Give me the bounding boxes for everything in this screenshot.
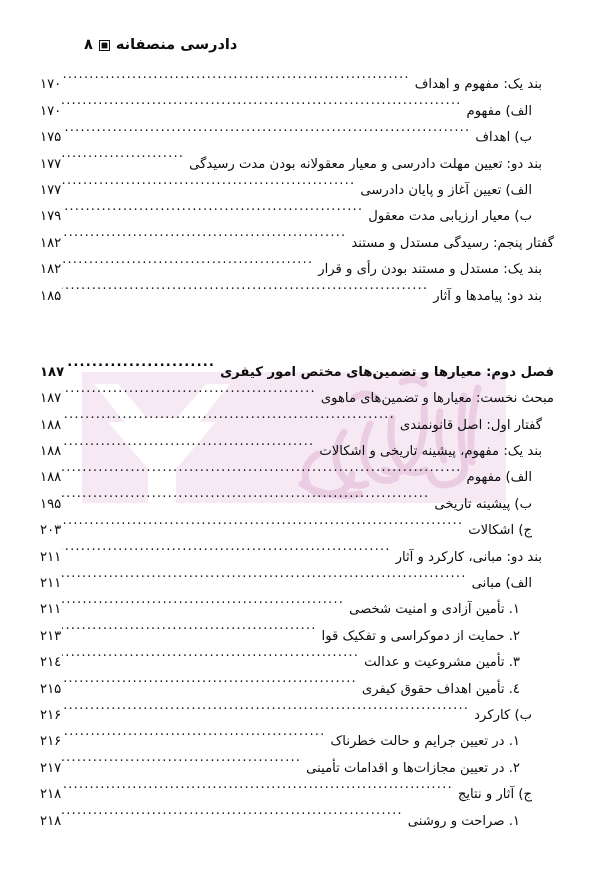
toc-list xyxy=(40,62,554,829)
toc-entry-leader-dots xyxy=(62,194,363,220)
page-header-inner xyxy=(84,37,237,53)
toc-entry-leader-dots xyxy=(62,587,344,613)
toc-entry-page-number: ۱۸۸ xyxy=(40,444,62,460)
toc-entry-leader-dots xyxy=(62,247,313,273)
toc-entry-page-number: ۲۱۸ xyxy=(40,787,62,803)
toc-entry[interactable] xyxy=(40,115,532,146)
toc-entry-page-number: ۱۸۷ xyxy=(40,364,65,380)
toc-entry-label: الف) تعیین آغاز و پایان دادرسی xyxy=(360,182,532,198)
toc-entry-leader-dots xyxy=(62,88,461,114)
toc-entry-page-number: ۲۱۶ xyxy=(40,734,62,750)
toc-entry-leader-dots xyxy=(62,141,184,167)
toc-entry-page-number: ۲۱۶ xyxy=(40,707,62,723)
toc-entry-leader-dots xyxy=(62,402,395,428)
toc-entry-page-number: ۱۸۲ xyxy=(40,262,62,278)
toc-entry-label: ۱. در تعیین جرایم و حالت خطرناک xyxy=(330,734,520,750)
toc-entry-label: فصل دوم: معیارها و تضمین‌های مختص امور کیفری xyxy=(220,364,554,380)
toc-entry-leader-dots xyxy=(62,613,316,639)
toc-entry[interactable] xyxy=(40,429,542,460)
toc-entry-leader-dots xyxy=(62,115,470,141)
toc-entry[interactable] xyxy=(40,220,554,251)
toc-entry[interactable] xyxy=(40,561,532,592)
toc-entry-page-number: ۱۸۲ xyxy=(40,235,62,251)
toc-entry[interactable] xyxy=(40,141,542,172)
toc-entry-page-number: ۲۱۱ xyxy=(40,549,62,565)
toc-entry[interactable] xyxy=(40,402,542,433)
toc-entry-page-number: ۱۷۷ xyxy=(40,156,62,172)
toc-entry[interactable] xyxy=(40,62,542,93)
page-header xyxy=(0,34,600,56)
toc-entry[interactable] xyxy=(40,194,532,225)
toc-entry[interactable] xyxy=(40,613,520,644)
toc-entry-page-number: ۱۷۵ xyxy=(40,130,62,146)
toc-entry-leader-dots xyxy=(62,745,301,771)
toc-entry-label: بند یک: مستدل و مستند بودن رأی و قرار xyxy=(318,262,542,278)
toc-entry-page-number: ۱۷۹ xyxy=(40,209,62,225)
toc-entry-leader-dots xyxy=(62,798,403,824)
toc-entry-page-number: ۱۷۰ xyxy=(40,77,62,93)
toc-entry-leader-dots xyxy=(62,168,355,194)
toc-entry[interactable] xyxy=(40,273,542,304)
toc-entry-leader-dots xyxy=(62,273,428,299)
toc-entry-label: ب) معیار ارزیابی مدت معقول xyxy=(368,209,532,225)
toc-entry-label: الف) مفهوم xyxy=(466,103,532,119)
toc-entry-label: گفتار اول: اصل قانونمندی xyxy=(399,417,542,433)
toc-entry[interactable] xyxy=(40,798,520,829)
toc-entry-label: ۲. در تعیین مجازات‌ها و اقدامات تأمینی xyxy=(306,760,520,776)
toc-entry-label: ب) کارکرد xyxy=(474,707,532,723)
toc-entry[interactable] xyxy=(40,88,532,119)
toc-entry-page-number: ۲۱۷ xyxy=(40,760,62,776)
toc-entry[interactable] xyxy=(40,772,532,803)
toc-entry-label: ٤. تأمین اهداف حقوق کیفری xyxy=(361,681,520,697)
toc-entry-label: بند یک: مفهوم، پیشینه تاریخی و اشکالات xyxy=(319,444,542,460)
toc-entry-page-number: ۲۱۸ xyxy=(40,813,62,829)
toc-entry-leader-dots xyxy=(62,455,461,481)
toc-entry-leader-dots xyxy=(62,772,453,798)
toc-entry-leader-dots xyxy=(62,220,346,246)
toc-entry-leader-dots xyxy=(62,62,409,88)
toc-entry-label: بند دو: تعیین مهلت دادرسی و معیار معقولانه بودن مدت رسیدگی xyxy=(189,156,542,172)
toc-entry-label: الف) مبانی xyxy=(471,576,532,592)
toc-entry-page-number: ۱۷۷ xyxy=(40,182,62,198)
toc-entry-page-number: ۲۱۵ xyxy=(40,681,62,697)
toc-entry-page-number: ۲۱٤ xyxy=(40,655,62,671)
toc-entry-label: ج) آثار و نتایج xyxy=(457,787,532,803)
toc-entry-label: ۱. صراحت و روشنی xyxy=(407,813,520,829)
toc-entry-leader-dots xyxy=(62,429,314,455)
toc-entry[interactable] xyxy=(40,376,554,407)
toc-entry-leader-dots xyxy=(62,666,357,692)
toc-entry-label: ب) اهداف xyxy=(475,130,532,146)
toc-entry-page-number: ۱۸۷ xyxy=(40,391,62,407)
toc-entry-label: ب) پیشینه تاریخی xyxy=(434,496,532,512)
toc-entry-label: مبحث نخست: معیارها و تضمین‌های ماهوی xyxy=(320,391,554,407)
toc-entry-leader-dots xyxy=(62,693,469,719)
toc-entry-page-number: ۱۸۸ xyxy=(40,417,62,433)
toc-entry[interactable] xyxy=(40,350,554,380)
toc-entry-label: الف) مفهوم xyxy=(466,470,532,486)
toc-entry-leader-dots xyxy=(65,350,215,376)
toc-entry-label: ج) اشکالات xyxy=(468,523,532,539)
toc-entry[interactable] xyxy=(40,640,520,671)
toc-entry-leader-dots xyxy=(62,481,429,507)
toc-entry[interactable] xyxy=(40,508,532,539)
toc-entry-label: ۱. تأمین آزادی و امنیت شخصی xyxy=(349,602,520,618)
toc-entry[interactable] xyxy=(40,745,520,776)
toc-entry[interactable] xyxy=(40,481,532,512)
toc-entry-page-number: ۱۹۵ xyxy=(40,496,62,512)
toc-entry[interactable] xyxy=(40,587,520,618)
toc-entry-label: گفتار پنجم: رسیدگی مستدل و مستند xyxy=(351,235,554,251)
toc-entry-label: ۲. حمایت از دموکراسی و تفکیک قوا xyxy=(321,628,520,644)
toc-entry-leader-dots xyxy=(62,376,316,402)
toc-entry-label: بند یک: مفهوم و اهداف xyxy=(414,77,542,93)
toc-entry[interactable] xyxy=(40,455,532,486)
toc-entry-page-number: ۲۰۳ xyxy=(40,523,62,539)
toc-entry[interactable] xyxy=(40,247,542,278)
toc-entry-leader-dots xyxy=(62,561,466,587)
toc-entry-page-number: ۲۱۱ xyxy=(40,576,62,592)
header-page-number: ۸ xyxy=(84,37,93,53)
toc-entry-page-number: ۱۸۵ xyxy=(40,288,62,304)
toc-entry-leader-dots xyxy=(62,719,325,745)
square-bullet-icon xyxy=(99,40,110,51)
toc-entry[interactable] xyxy=(40,168,532,198)
toc-entry-page-number: ۲۱۳ xyxy=(40,628,62,644)
toc-entry-page-number: ۱۸۸ xyxy=(40,470,62,486)
toc-entry-leader-dots xyxy=(62,508,463,534)
toc-entry-page-number: ۱۷۰ xyxy=(40,103,62,119)
header-book-title: دادرسی منصفانه xyxy=(115,37,238,53)
toc-entry-page-number: ۲۱۱ xyxy=(40,602,62,618)
toc-entry[interactable] xyxy=(40,719,520,750)
toc-entry-label: بند دو: مبانی، کارکرد و آثار xyxy=(395,549,542,565)
toc-entry-leader-dots xyxy=(62,534,390,560)
toc-entry-label: بند دو: پیامدها و آثار xyxy=(433,288,542,304)
toc-entry[interactable] xyxy=(40,693,532,723)
toc-entry[interactable] xyxy=(40,666,520,697)
toc-entry-leader-dots xyxy=(62,640,359,666)
toc-entry-label: ۳. تأمین مشروعیت و عدالت xyxy=(364,655,520,671)
toc-entry[interactable] xyxy=(40,534,542,565)
